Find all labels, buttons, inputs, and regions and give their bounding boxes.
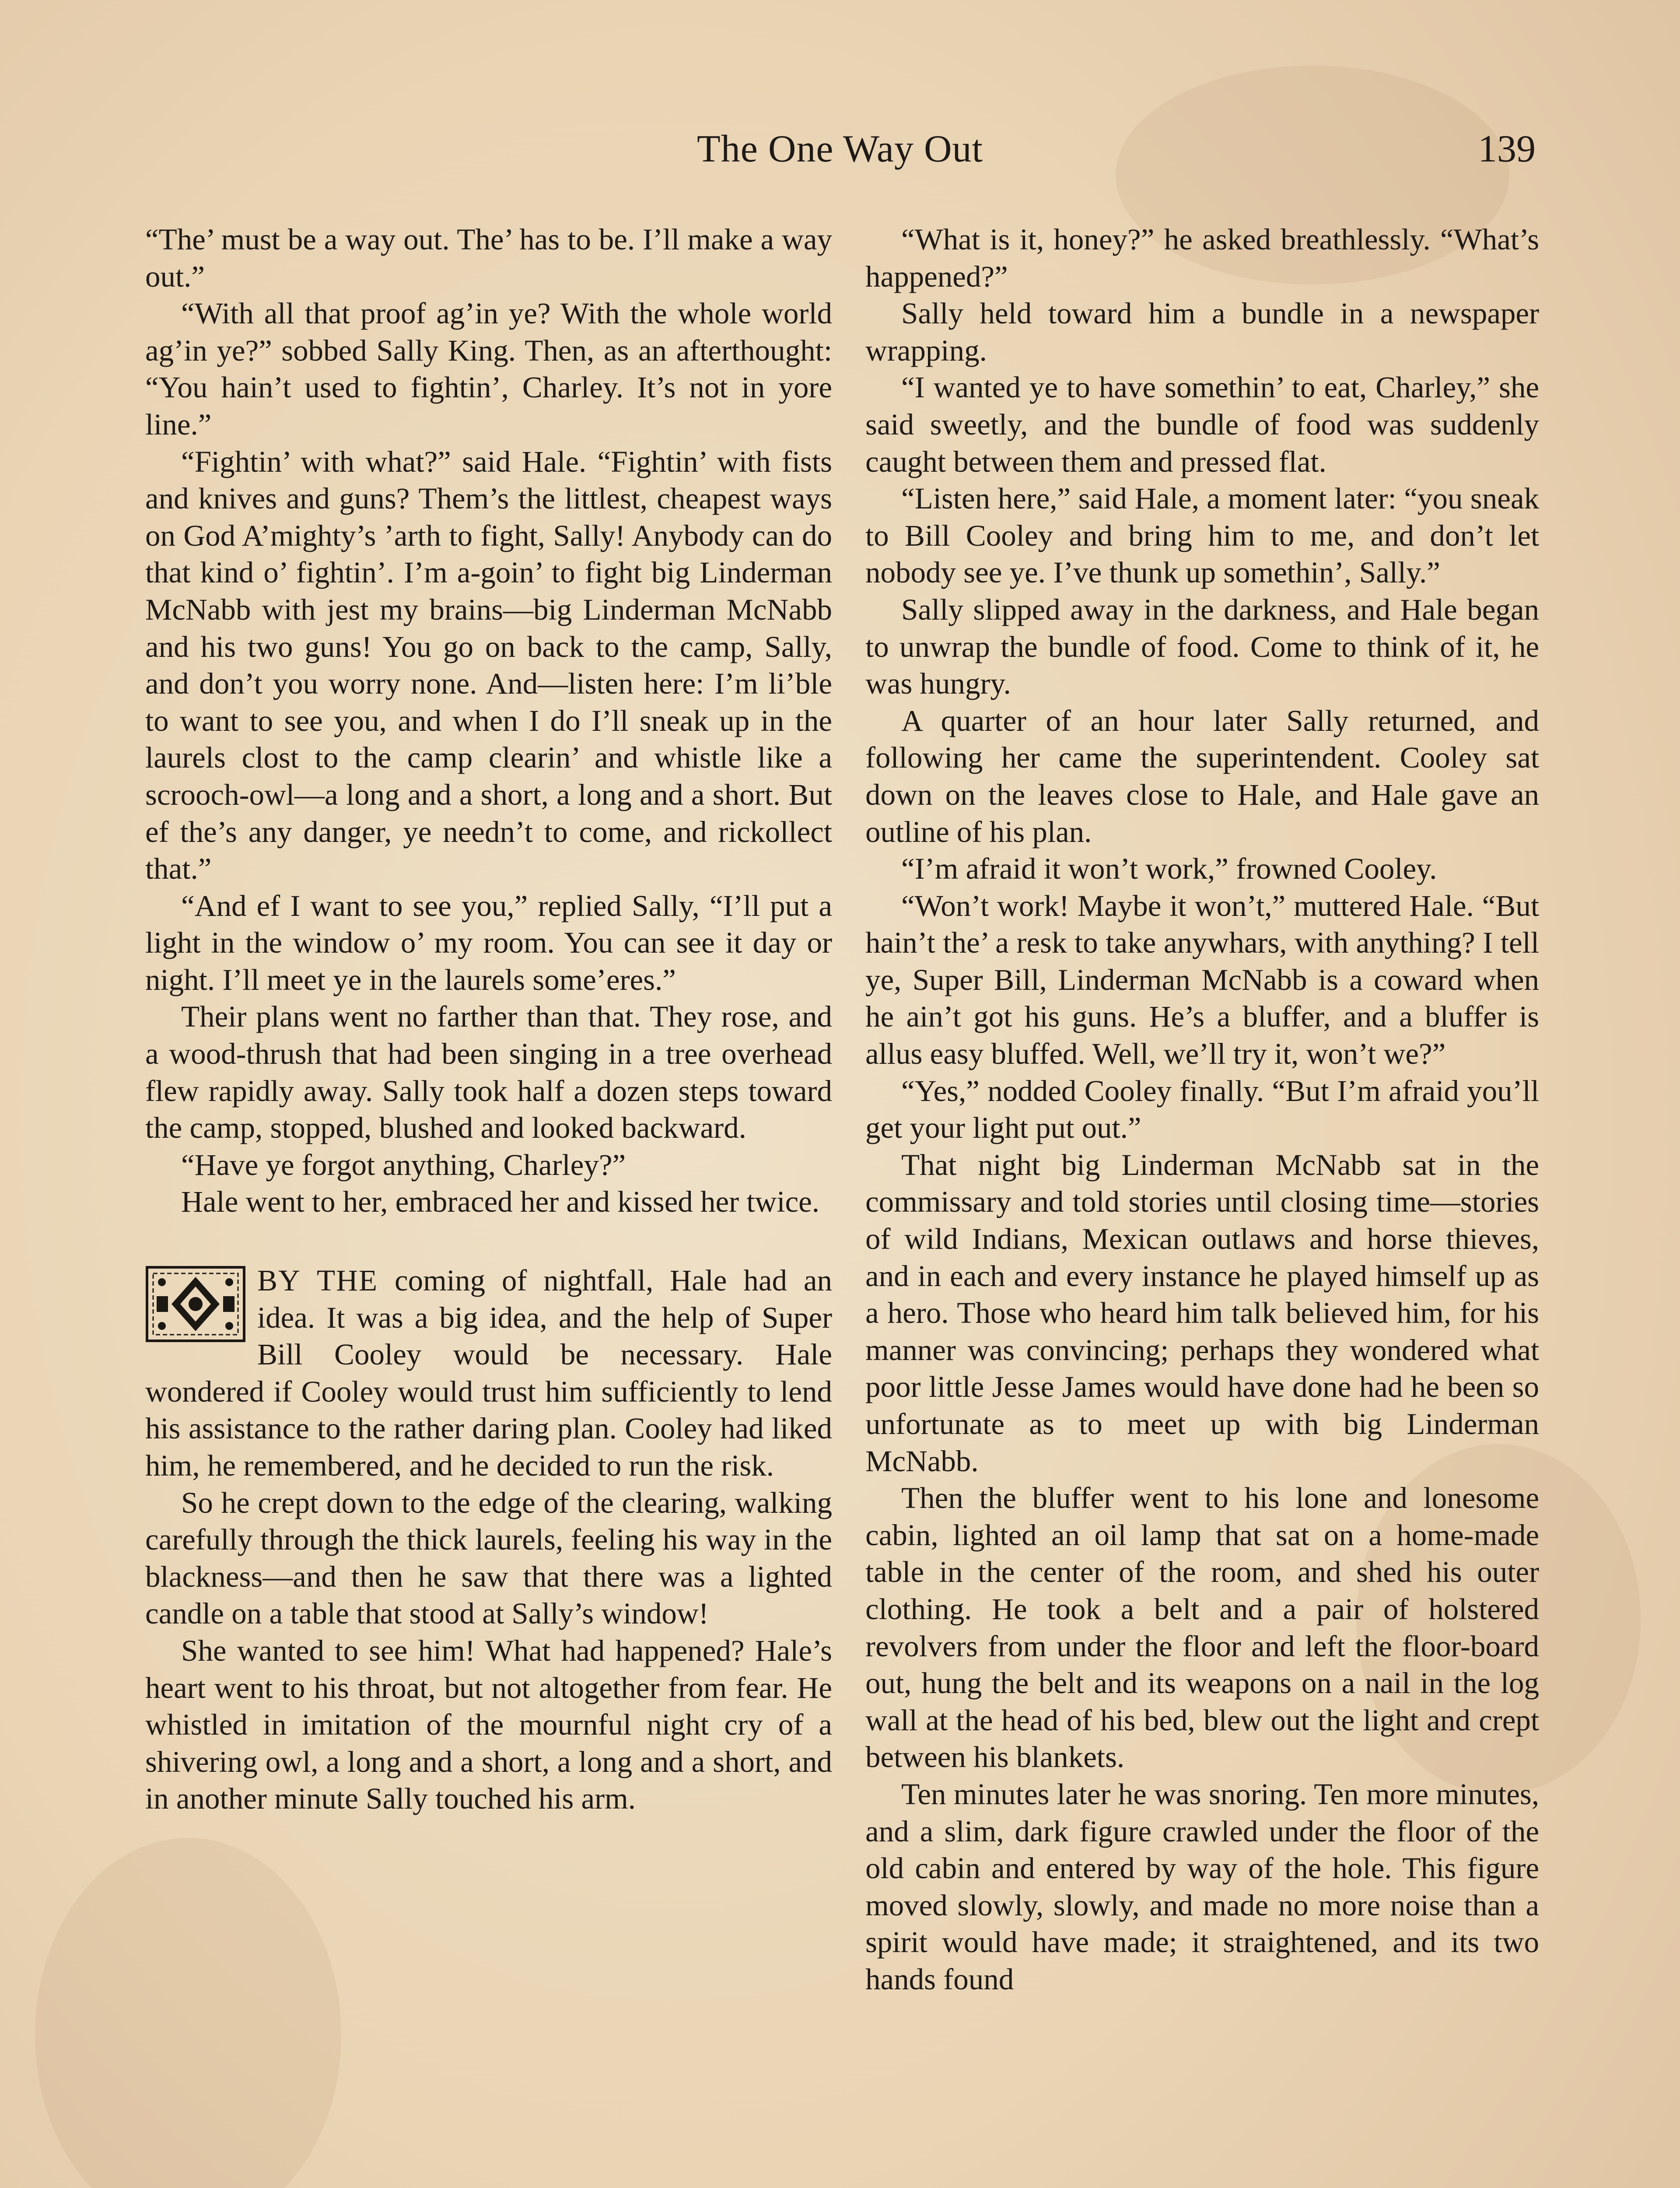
paragraph: Sally held toward him a bundle in a newspaper wrapping.	[865, 297, 1539, 367]
paragraph: “With all that proof ag’in ye? With the whole world ag’in ye?” sobbed Sally King. Then, as an afterthought: “You hain’t used to fightin’, Charley. It’s not in yore line.”	[145, 297, 832, 441]
paragraph: “Listen here,” said Hale, a moment later: “you sneak to Bill Cooley and bring him to me, and don’t let nobody see ye. I’ve thunk up somethin’, Sally.”	[865, 482, 1539, 589]
page-header	[144, 127, 1536, 184]
paragraph: “I wanted ye to have somethin’ to eat, Charley,” she said sweetly, and the bundle of food was suddenly caught between them and pressed flat.	[865, 371, 1539, 478]
section-lead-caps: BY THE	[257, 1264, 378, 1297]
paper-stain	[35, 1838, 341, 2188]
paragraph: That night big Linderman McNabb sat in the commissary and told stories until closing time—stories of wild Indians, Mexican outlaws and horse thieves, and in each and every instance he played himself up as a hero. Those who heard him talk believed him, for his manner was convincing; perhaps they wondered what poor little Jesse James would have done had he been so unfortunate as to meet up with big Linderman McNabb.	[865, 1148, 1539, 1478]
section-lead-paragraph	[145, 1262, 832, 1484]
paragraph: So he crept down to the edge of the clearing, walking carefully through the thick laurels, feeling his way in the blackness—and then he saw that there was a lighted candle on a table that stood at Sally’s window!	[145, 1486, 832, 1630]
paragraph: “What is it, honey?” he asked breathlessly. “What’s happened?”	[865, 223, 1539, 293]
paragraph: “Fightin’ with what?” said Hale. “Fightin’ with fists and knives and guns? Them’s the littlest, cheapest ways on God A’mighty’s ’arth to fight, Sally! Anybody can do that kind o’ fightin’. I’m a-goin’ to fight big Linderman McNabb with jest my brains—big Linderman McNabb and his two guns! You go on back to the camp, Sally, and don’t you worry none. And—listen here: I’m li’ble to want to see you, and when I do I’ll sneak up in the laurels clost to the camp clearin’ and whistle like a scrooch-owl—a long and a short, a long and a short. But ef the’s any danger, ye needn’t to come, and rickollect that.”	[145, 445, 832, 886]
paragraph: Then the bluffer went to his lone and lonesome cabin, lighted an oil lamp that sat on a home-made table in the center of the room, and shed his outer clothing. He took a belt and a pair of holstered revolvers from under the floor and left the floor-board out, hung the belt and its weapons on a nail in the log wall at the head of his bed, blew out the light and crept between his blankets.	[865, 1481, 1539, 1774]
ornamental-dropcap-icon	[145, 1266, 246, 1343]
section-break	[145, 1220, 832, 1262]
paragraph: Sally slipped away in the darkness, and Hale began to unwrap the bundle of food. Come to think of it, he was hungry.	[865, 593, 1539, 701]
page-number: 139	[1478, 128, 1536, 170]
paragraph: “Have ye forgot anything, Charley?”	[181, 1148, 626, 1182]
right-column	[865, 221, 1539, 1998]
running-title: The One Way Out	[697, 128, 983, 170]
section-lead-text: coming of nightfall, Hale had an idea. It was a big idea, and the help of Super Bill Cooley would be necessary. Hale wondered if Cooley would trust him sufficiently to lend his assistance to the rather daring plan. Cooley had liked him, he remembered, and he decided to run the risk.	[145, 1264, 832, 1482]
left-column	[145, 221, 832, 1817]
paragraph: “Yes,” nodded Cooley finally. “But I’m afraid you’ll get your light put out.”	[865, 1074, 1539, 1145]
paragraph: Ten minutes later he was snoring. Ten more minutes, and a slim, dark figure crawled under the floor of the old cabin and entered by way of the hole. This figure moved slowly, slowly, and made no more noise than a spirit would have made; it straightened, and its two hands found	[865, 1777, 1539, 1996]
paragraph: “The’ must be a way out. The’ has to be. I’ll make a way out.”	[145, 223, 832, 293]
paragraph: She wanted to see him! What had happened? Hale’s heart went to his throat, but not altogether from fear. He whistled in imitation of the mournful night cry of a shivering owl, a long and a short, a long and a short, and in another minute Sally touched his arm.	[145, 1634, 832, 1816]
paragraph: “I’m afraid it won’t work,” frowned Cooley.	[901, 852, 1437, 886]
paragraph: Their plans went no farther than that. They rose, and a wood-thrush that had been singing in a tree overhead flew rapidly away. Sally took half a dozen steps toward the camp, stopped, blushed and looked backward.	[145, 1000, 832, 1145]
paragraph: “And ef I want to see you,” replied Sally, “I’ll put a light in the window o’ my room. You can see it day or night. I’ll meet ye in the laurels some’eres.”	[145, 889, 832, 996]
paragraph: “Won’t work! Maybe it won’t,” muttered Hale. “But hain’t the’ a resk to take anywhars, with anything? I tell ye, Super Bill, Linderman McNabb is a coward when he ain’t got his guns. He’s a bluffer, and a bluffer is allus easy bluffed. Well, we’ll try it, won’t we?”	[865, 889, 1539, 1071]
paragraph: A quarter of an hour later Sally returned, and following her came the superintendent. Cooley sat down on the leaves close to Hale, and Hale gave an outline of his plan.	[865, 704, 1539, 849]
paragraph: Hale went to her, embraced her and kissed her twice.	[181, 1185, 820, 1219]
